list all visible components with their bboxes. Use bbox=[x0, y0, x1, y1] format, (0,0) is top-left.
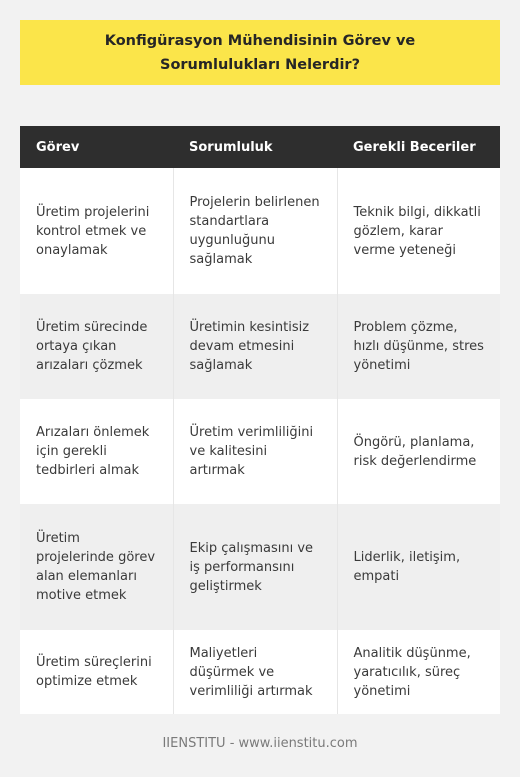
skills-cell: Analitik düşünme, yaratıcılık, süreç yönetimi bbox=[337, 630, 500, 714]
skills-cell: Öngörü, planlama, risk değerlendirme bbox=[337, 399, 500, 504]
table-row bbox=[20, 399, 500, 504]
table-row bbox=[20, 504, 500, 630]
responsibility-cell: Projelerin belirlenen standartlara uygunluğunu sağlamak bbox=[173, 168, 337, 294]
skills-cell: Teknik bilgi, dikkatli gözlem, karar verme yeteneği bbox=[337, 168, 500, 294]
column-header-responsibility: Sorumluluk bbox=[173, 126, 337, 168]
task-cell: Üretim süreçlerini optimize etmek bbox=[20, 630, 173, 714]
task-cell: Üretim projelerini kontrol etmek ve onaylamak bbox=[20, 168, 173, 294]
responsibility-cell: Üretimin kesintisiz devam etmesini sağlamak bbox=[173, 294, 337, 399]
table-header-row bbox=[20, 126, 500, 168]
footer-credit: IIENSTITU - www.iienstitu.com bbox=[162, 736, 358, 751]
responsibility-cell: Üretim verimliliğini ve kalitesini artırmak bbox=[173, 399, 337, 504]
title-banner bbox=[20, 20, 500, 85]
task-cell: Üretim projelerinde görev alan elemanları motive etmek bbox=[20, 504, 173, 630]
responsibility-cell: Ekip çalışmasını ve iş performansını geliştirmek bbox=[173, 504, 337, 630]
page-title: Konfigürasyon Mühendisinin Görev ve Sorumlulukları Nelerdir? bbox=[104, 32, 416, 73]
column-header-skills: Gerekli Beceriler bbox=[337, 126, 500, 168]
task-cell: Üretim sürecinde ortaya çıkan arızaları çözmek bbox=[20, 294, 173, 399]
skills-cell: Problem çözme, hızlı düşünme, stres yönetimi bbox=[337, 294, 500, 399]
column-header-task: Görev bbox=[20, 126, 173, 168]
responsibilities-table bbox=[20, 126, 500, 714]
skills-cell: Liderlik, iletişim, empati bbox=[337, 504, 500, 630]
task-cell: Arızaları önlemek için gerekli tedbirleri almak bbox=[20, 399, 173, 504]
table-row bbox=[20, 294, 500, 399]
table-row bbox=[20, 630, 500, 714]
responsibility-cell: Maliyetleri düşürmek ve verimliliği artırmak bbox=[173, 630, 337, 714]
table-row bbox=[20, 168, 500, 294]
